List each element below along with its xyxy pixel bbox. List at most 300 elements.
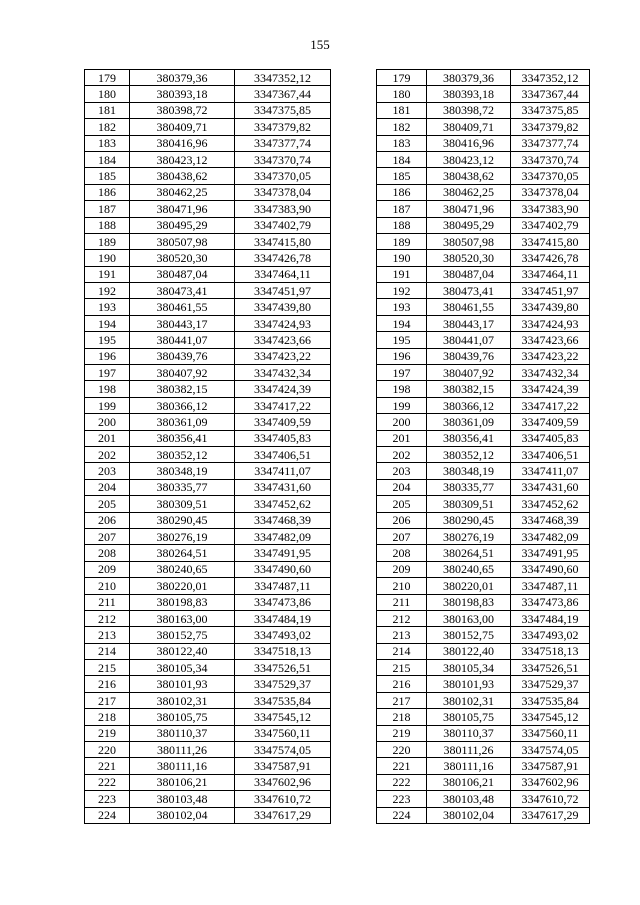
point-number-cell: 201 — [85, 430, 130, 446]
table-row — [85, 201, 331, 217]
y-coordinate-cell: 3347378,04 — [235, 184, 331, 200]
point-number-cell: 190 — [377, 250, 427, 266]
y-coordinate-cell: 3347352,12 — [511, 70, 590, 86]
x-coordinate-cell: 380264,51 — [130, 545, 235, 561]
coordinates-table-left — [84, 69, 331, 824]
x-coordinate-cell: 380290,45 — [427, 512, 511, 528]
point-number-cell: 197 — [85, 365, 130, 381]
table-row — [85, 184, 331, 200]
table-row — [85, 479, 331, 495]
x-coordinate-cell: 380111,16 — [130, 758, 235, 774]
x-coordinate-cell: 380110,37 — [130, 725, 235, 741]
table-row — [85, 676, 331, 692]
point-number-cell: 180 — [85, 86, 130, 102]
x-coordinate-cell: 380520,30 — [427, 250, 511, 266]
y-coordinate-cell: 3347451,97 — [235, 283, 331, 299]
x-coordinate-cell: 380416,96 — [427, 135, 511, 151]
x-coordinate-cell: 380102,04 — [427, 807, 511, 823]
point-number-cell: 179 — [377, 70, 427, 86]
point-number-cell: 213 — [377, 627, 427, 643]
x-coordinate-cell: 380101,93 — [427, 676, 511, 692]
point-number-cell: 202 — [85, 446, 130, 462]
y-coordinate-cell: 3347493,02 — [511, 627, 590, 643]
point-number-cell: 202 — [377, 446, 427, 462]
point-number-cell: 192 — [377, 283, 427, 299]
table-row — [377, 348, 590, 364]
table-row — [85, 266, 331, 282]
x-coordinate-cell: 380473,41 — [130, 283, 235, 299]
table-row — [85, 86, 331, 102]
table-row — [85, 168, 331, 184]
x-coordinate-cell: 380507,98 — [130, 233, 235, 249]
x-coordinate-cell: 380111,16 — [427, 758, 511, 774]
y-coordinate-cell: 3347518,13 — [511, 643, 590, 659]
x-coordinate-cell: 380220,01 — [427, 578, 511, 594]
table-row — [85, 315, 331, 331]
y-coordinate-cell: 3347587,91 — [235, 758, 331, 774]
table-row — [377, 184, 590, 200]
x-coordinate-cell: 380416,96 — [130, 135, 235, 151]
table-row — [377, 791, 590, 807]
y-coordinate-cell: 3347535,84 — [235, 692, 331, 708]
table-row — [85, 381, 331, 397]
y-coordinate-cell: 3347411,07 — [235, 463, 331, 479]
x-coordinate-cell: 380101,93 — [130, 676, 235, 692]
point-number-cell: 193 — [377, 299, 427, 315]
table-row — [377, 315, 590, 331]
y-coordinate-cell: 3347610,72 — [235, 791, 331, 807]
table-row — [377, 332, 590, 348]
point-number-cell: 224 — [85, 807, 130, 823]
x-coordinate-cell: 380309,51 — [427, 496, 511, 512]
x-coordinate-cell: 380361,09 — [427, 414, 511, 430]
table-row — [85, 299, 331, 315]
table-row — [377, 479, 590, 495]
y-coordinate-cell: 3347464,11 — [511, 266, 590, 282]
x-coordinate-cell: 380111,26 — [427, 742, 511, 758]
table-row — [85, 791, 331, 807]
table-row — [377, 725, 590, 741]
x-coordinate-cell: 380102,31 — [427, 692, 511, 708]
x-coordinate-cell: 380335,77 — [427, 479, 511, 495]
x-coordinate-cell: 380487,04 — [427, 266, 511, 282]
table-row — [377, 70, 590, 86]
table-row — [377, 233, 590, 249]
point-number-cell: 185 — [85, 168, 130, 184]
y-coordinate-cell: 3347367,44 — [235, 86, 331, 102]
point-number-cell: 201 — [377, 430, 427, 446]
y-coordinate-cell: 3347424,39 — [511, 381, 590, 397]
x-coordinate-cell: 380198,83 — [130, 594, 235, 610]
table-row — [85, 594, 331, 610]
y-coordinate-cell: 3347402,79 — [235, 217, 331, 233]
table-row — [377, 446, 590, 462]
table-row — [377, 266, 590, 282]
x-coordinate-cell: 380407,92 — [427, 365, 511, 381]
y-coordinate-cell: 3347423,66 — [235, 332, 331, 348]
point-number-cell: 179 — [85, 70, 130, 86]
x-coordinate-cell: 380111,26 — [130, 742, 235, 758]
point-number-cell: 196 — [85, 348, 130, 364]
y-coordinate-cell: 3347379,82 — [511, 119, 590, 135]
y-coordinate-cell: 3347529,37 — [235, 676, 331, 692]
y-coordinate-cell: 3347617,29 — [235, 807, 331, 823]
point-number-cell: 203 — [85, 463, 130, 479]
x-coordinate-cell: 380152,75 — [427, 627, 511, 643]
x-coordinate-cell: 380356,41 — [427, 430, 511, 446]
table-row — [85, 725, 331, 741]
x-coordinate-cell: 380382,15 — [427, 381, 511, 397]
y-coordinate-cell: 3347424,93 — [235, 315, 331, 331]
x-coordinate-cell: 380240,65 — [427, 561, 511, 577]
point-number-cell: 197 — [377, 365, 427, 381]
table-row — [85, 742, 331, 758]
table-row — [377, 217, 590, 233]
x-coordinate-cell: 380382,15 — [130, 381, 235, 397]
y-coordinate-cell: 3347432,34 — [511, 365, 590, 381]
table-row — [377, 692, 590, 708]
point-number-cell: 219 — [85, 725, 130, 741]
y-coordinate-cell: 3347468,39 — [235, 512, 331, 528]
point-number-cell: 215 — [85, 660, 130, 676]
point-number-cell: 181 — [85, 102, 130, 118]
x-coordinate-cell: 380423,12 — [130, 151, 235, 167]
point-number-cell: 198 — [377, 381, 427, 397]
y-coordinate-cell: 3347487,11 — [511, 578, 590, 594]
x-coordinate-cell: 380122,40 — [130, 643, 235, 659]
y-coordinate-cell: 3347426,78 — [511, 250, 590, 266]
y-coordinate-cell: 3347587,91 — [511, 758, 590, 774]
y-coordinate-cell: 3347424,93 — [511, 315, 590, 331]
point-number-cell: 219 — [377, 725, 427, 741]
x-coordinate-cell: 380290,45 — [130, 512, 235, 528]
x-coordinate-cell: 380276,19 — [427, 528, 511, 544]
y-coordinate-cell: 3347409,59 — [235, 414, 331, 430]
x-coordinate-cell: 380366,12 — [130, 397, 235, 413]
x-coordinate-cell: 380438,62 — [427, 168, 511, 184]
point-number-cell: 189 — [377, 233, 427, 249]
table-row — [377, 86, 590, 102]
table-row — [85, 561, 331, 577]
table-row — [85, 446, 331, 462]
x-coordinate-cell: 380487,04 — [130, 266, 235, 282]
table-row — [377, 627, 590, 643]
x-coordinate-cell: 380398,72 — [130, 102, 235, 118]
table-row — [85, 430, 331, 446]
y-coordinate-cell: 3347377,74 — [235, 135, 331, 151]
y-coordinate-cell: 3347535,84 — [511, 692, 590, 708]
point-number-cell: 213 — [85, 627, 130, 643]
x-coordinate-cell: 380471,96 — [427, 201, 511, 217]
table-row — [377, 742, 590, 758]
table-row — [377, 381, 590, 397]
table-row — [377, 299, 590, 315]
y-coordinate-cell: 3347451,97 — [511, 283, 590, 299]
table-row — [377, 643, 590, 659]
y-coordinate-cell: 3347432,34 — [235, 365, 331, 381]
y-coordinate-cell: 3347439,80 — [511, 299, 590, 315]
x-coordinate-cell: 380110,37 — [427, 725, 511, 741]
y-coordinate-cell: 3347439,80 — [235, 299, 331, 315]
point-number-cell: 189 — [85, 233, 130, 249]
y-coordinate-cell: 3347560,11 — [235, 725, 331, 741]
y-coordinate-cell: 3347406,51 — [511, 446, 590, 462]
point-number-cell: 184 — [85, 151, 130, 167]
table-row — [377, 578, 590, 594]
x-coordinate-cell: 380102,31 — [130, 692, 235, 708]
y-coordinate-cell: 3347375,85 — [511, 102, 590, 118]
y-coordinate-cell: 3347423,22 — [511, 348, 590, 364]
x-coordinate-cell: 380507,98 — [427, 233, 511, 249]
point-number-cell: 218 — [377, 709, 427, 725]
point-number-cell: 187 — [377, 201, 427, 217]
y-coordinate-cell: 3347370,74 — [511, 151, 590, 167]
point-number-cell: 220 — [377, 742, 427, 758]
table-row — [377, 807, 590, 823]
y-coordinate-cell: 3347383,90 — [511, 201, 590, 217]
x-coordinate-cell: 380366,12 — [427, 397, 511, 413]
point-number-cell: 195 — [377, 332, 427, 348]
x-coordinate-cell: 380264,51 — [427, 545, 511, 561]
table-row — [85, 758, 331, 774]
y-coordinate-cell: 3347526,51 — [235, 660, 331, 676]
y-coordinate-cell: 3347383,90 — [235, 201, 331, 217]
x-coordinate-cell: 380106,21 — [427, 774, 511, 790]
y-coordinate-cell: 3347574,05 — [511, 742, 590, 758]
point-number-cell: 217 — [377, 692, 427, 708]
table-row — [377, 201, 590, 217]
table-row — [85, 397, 331, 413]
point-number-cell: 211 — [85, 594, 130, 610]
y-coordinate-cell: 3347491,95 — [511, 545, 590, 561]
x-coordinate-cell: 380520,30 — [130, 250, 235, 266]
x-coordinate-cell: 380423,12 — [427, 151, 511, 167]
y-coordinate-cell: 3347423,22 — [235, 348, 331, 364]
point-number-cell: 182 — [377, 119, 427, 135]
y-coordinate-cell: 3347375,85 — [235, 102, 331, 118]
point-number-cell: 212 — [85, 610, 130, 626]
x-coordinate-cell: 380462,25 — [427, 184, 511, 200]
x-coordinate-cell: 380398,72 — [427, 102, 511, 118]
y-coordinate-cell: 3347491,95 — [235, 545, 331, 561]
point-number-cell: 186 — [85, 184, 130, 200]
x-coordinate-cell: 380335,77 — [130, 479, 235, 495]
table-row — [85, 578, 331, 594]
x-coordinate-cell: 380441,07 — [427, 332, 511, 348]
point-number-cell: 222 — [85, 774, 130, 790]
y-coordinate-cell: 3347378,04 — [511, 184, 590, 200]
y-coordinate-cell: 3347370,05 — [511, 168, 590, 184]
point-number-cell: 198 — [85, 381, 130, 397]
point-number-cell: 183 — [85, 135, 130, 151]
point-number-cell: 218 — [85, 709, 130, 725]
point-number-cell: 221 — [85, 758, 130, 774]
page-number: 155 — [310, 37, 330, 52]
x-coordinate-cell: 380495,29 — [130, 217, 235, 233]
point-number-cell: 214 — [377, 643, 427, 659]
y-coordinate-cell: 3347370,74 — [235, 151, 331, 167]
y-coordinate-cell: 3347417,22 — [235, 397, 331, 413]
x-coordinate-cell: 380163,00 — [130, 610, 235, 626]
table-row — [85, 283, 331, 299]
table-row — [85, 692, 331, 708]
x-coordinate-cell: 380393,18 — [427, 86, 511, 102]
y-coordinate-cell: 3347367,44 — [511, 86, 590, 102]
y-coordinate-cell: 3347406,51 — [235, 446, 331, 462]
x-coordinate-cell: 380348,19 — [427, 463, 511, 479]
point-number-cell: 223 — [377, 791, 427, 807]
table-row — [85, 250, 331, 266]
x-coordinate-cell: 380102,04 — [130, 807, 235, 823]
point-number-cell: 185 — [377, 168, 427, 184]
point-number-cell: 212 — [377, 610, 427, 626]
table-row — [377, 102, 590, 118]
x-coordinate-cell: 380220,01 — [130, 578, 235, 594]
y-coordinate-cell: 3347370,05 — [235, 168, 331, 184]
point-number-cell: 180 — [377, 86, 427, 102]
x-coordinate-cell: 380105,34 — [130, 660, 235, 676]
point-number-cell: 186 — [377, 184, 427, 200]
y-coordinate-cell: 3347484,19 — [511, 610, 590, 626]
table-row — [85, 774, 331, 790]
table-row — [85, 151, 331, 167]
y-coordinate-cell: 3347405,83 — [511, 430, 590, 446]
y-coordinate-cell: 3347574,05 — [235, 742, 331, 758]
table-row — [377, 594, 590, 610]
table-row — [377, 430, 590, 446]
point-number-cell: 216 — [377, 676, 427, 692]
coordinates-table-right-body — [377, 70, 590, 824]
table-row — [377, 135, 590, 151]
table-row — [85, 414, 331, 430]
y-coordinate-cell: 3347402,79 — [511, 217, 590, 233]
point-number-cell: 191 — [85, 266, 130, 282]
table-row — [377, 676, 590, 692]
point-number-cell: 205 — [377, 496, 427, 512]
table-row — [85, 545, 331, 561]
y-coordinate-cell: 3347518,13 — [235, 643, 331, 659]
point-number-cell: 220 — [85, 742, 130, 758]
x-coordinate-cell: 380409,71 — [130, 119, 235, 135]
point-number-cell: 210 — [85, 578, 130, 594]
table-row — [85, 332, 331, 348]
table-row — [85, 496, 331, 512]
y-coordinate-cell: 3347490,60 — [511, 561, 590, 577]
point-number-cell: 193 — [85, 299, 130, 315]
x-coordinate-cell: 380105,75 — [130, 709, 235, 725]
x-coordinate-cell: 380471,96 — [130, 201, 235, 217]
y-coordinate-cell: 3347417,22 — [511, 397, 590, 413]
x-coordinate-cell: 380439,76 — [427, 348, 511, 364]
table-row — [377, 561, 590, 577]
x-coordinate-cell: 380495,29 — [427, 217, 511, 233]
table-row — [85, 217, 331, 233]
table-row — [377, 660, 590, 676]
y-coordinate-cell: 3347490,60 — [235, 561, 331, 577]
x-coordinate-cell: 380276,19 — [130, 528, 235, 544]
x-coordinate-cell: 380393,18 — [130, 86, 235, 102]
y-coordinate-cell: 3347415,80 — [511, 233, 590, 249]
x-coordinate-cell: 380348,19 — [130, 463, 235, 479]
y-coordinate-cell: 3347610,72 — [511, 791, 590, 807]
y-coordinate-cell: 3347473,86 — [235, 594, 331, 610]
x-coordinate-cell: 380105,75 — [427, 709, 511, 725]
point-number-cell: 200 — [377, 414, 427, 430]
y-coordinate-cell: 3347409,59 — [511, 414, 590, 430]
coordinates-table-right — [376, 69, 590, 824]
table-row — [377, 709, 590, 725]
table-row — [377, 610, 590, 626]
point-number-cell: 199 — [85, 397, 130, 413]
table-row — [85, 610, 331, 626]
table-row — [377, 414, 590, 430]
y-coordinate-cell: 3347426,78 — [235, 250, 331, 266]
point-number-cell: 224 — [377, 807, 427, 823]
point-number-cell: 215 — [377, 660, 427, 676]
point-number-cell: 183 — [377, 135, 427, 151]
table-row — [85, 102, 331, 118]
y-coordinate-cell: 3347560,11 — [511, 725, 590, 741]
y-coordinate-cell: 3347545,12 — [511, 709, 590, 725]
x-coordinate-cell: 380152,75 — [130, 627, 235, 643]
y-coordinate-cell: 3347405,83 — [235, 430, 331, 446]
y-coordinate-cell: 3347452,62 — [235, 496, 331, 512]
point-number-cell: 206 — [377, 512, 427, 528]
x-coordinate-cell: 380461,55 — [427, 299, 511, 315]
x-coordinate-cell: 380352,12 — [130, 446, 235, 462]
point-number-cell: 217 — [85, 692, 130, 708]
point-number-cell: 191 — [377, 266, 427, 282]
point-number-cell: 207 — [377, 528, 427, 544]
y-coordinate-cell: 3347602,96 — [511, 774, 590, 790]
x-coordinate-cell: 380379,36 — [427, 70, 511, 86]
y-coordinate-cell: 3347452,62 — [511, 496, 590, 512]
table-row — [85, 643, 331, 659]
table-row — [85, 348, 331, 364]
x-coordinate-cell: 380409,71 — [427, 119, 511, 135]
table-row — [377, 119, 590, 135]
x-coordinate-cell: 380473,41 — [427, 283, 511, 299]
x-coordinate-cell: 380122,40 — [427, 643, 511, 659]
table-row — [85, 528, 331, 544]
y-coordinate-cell: 3347431,60 — [511, 479, 590, 495]
y-coordinate-cell: 3347487,11 — [235, 578, 331, 594]
table-row — [85, 709, 331, 725]
y-coordinate-cell: 3347617,29 — [511, 807, 590, 823]
table-row — [85, 70, 331, 86]
point-number-cell: 204 — [377, 479, 427, 495]
x-coordinate-cell: 380443,17 — [427, 315, 511, 331]
x-coordinate-cell: 380309,51 — [130, 496, 235, 512]
point-number-cell: 205 — [85, 496, 130, 512]
table-row — [377, 545, 590, 561]
y-coordinate-cell: 3347352,12 — [235, 70, 331, 86]
point-number-cell: 208 — [85, 545, 130, 561]
y-coordinate-cell: 3347411,07 — [511, 463, 590, 479]
point-number-cell: 181 — [377, 102, 427, 118]
y-coordinate-cell: 3347482,09 — [511, 528, 590, 544]
x-coordinate-cell: 380352,12 — [427, 446, 511, 462]
table-row — [85, 463, 331, 479]
x-coordinate-cell: 380361,09 — [130, 414, 235, 430]
x-coordinate-cell: 380443,17 — [130, 315, 235, 331]
point-number-cell: 214 — [85, 643, 130, 659]
table-row — [377, 774, 590, 790]
x-coordinate-cell: 380198,83 — [427, 594, 511, 610]
x-coordinate-cell: 380356,41 — [130, 430, 235, 446]
table-row — [377, 397, 590, 413]
table-row — [85, 627, 331, 643]
